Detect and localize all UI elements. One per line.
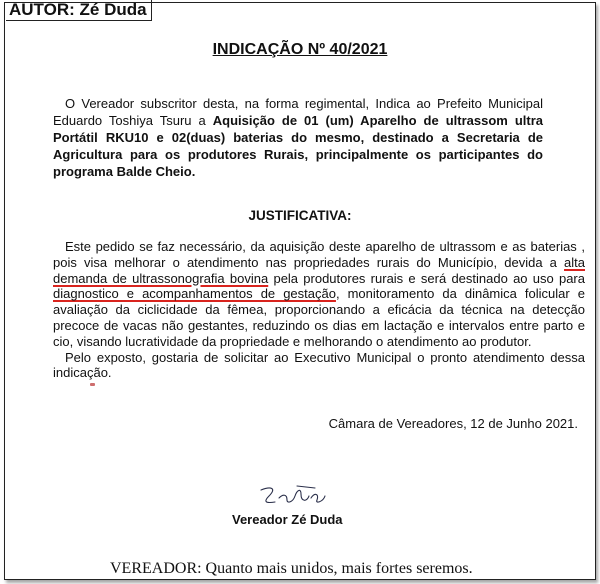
justificativa-paragraph-2: Pelo exposto, gostaria de solicitar ao Executivo Municipal o pronto atendimento dessa indicação. [53,349,585,381]
intro-plain-text: O Vereador subscritor desta, na forma regimental, Indica ao Prefeito Municipal Eduardo Toshiya Tsuru a [53,96,543,128]
highlighted-text-demand: alta demanda de ultrassonografia bovina [53,254,585,286]
paragraph-text: pela produtores rurais e será destinado ao uso para [268,270,585,286]
intro-bold-text: Aquisição de 01 (um) Aparelho de ultrassom ultra Portátil RKU10 e 02(duas) baterias do mesmo, destinado a Secretaria de Agricultura para os produtores Rurais, principalmente os participantes do programa Balde Cheio. [53,113,543,179]
justificativa-heading: JUSTIFICATIVA: [248,208,352,223]
footer-slogan: VEREADOR: Quanto mais unidos, mais fortes seremos. [110,560,473,577]
justificativa-paragraph-1 [53,239,585,350]
signer-name: Vereador Zé Duda [232,512,343,527]
paragraph-text: Este pedido se faz necessário, da aquisição deste aparelho de ultrassom e as baterias , pois visa melhorar o atendimento nas propriedades rurais do Município, devida a [53,239,585,270]
document-title: INDICAÇÃO Nº 40/2021 [212,41,388,58]
ink-mark [90,383,95,386]
author-label: AUTOR: Zé Duda [6,0,152,21]
highlighted-text-diagnostic: diagnostico e acompanhamentos de gestação [53,286,336,302]
justificativa-body [53,239,585,381]
paragraph-text: , monitoramento da dinâmica folicular e avaliação da ciclicidade da fêmea, proporcionando a eficácia da técnica na detecção precoce de vacas não gestantes, reduzindo os dias em lactação e intervalos entre parto e cio, visando lucratividade da propriedade e melhorando o atendimento ao produtor. [53,286,585,349]
intro-paragraph [53,95,543,180]
signature-scribble [257,482,357,508]
place-date: Câmara de Vereadores, 12 de Junho 2021. [328,416,578,431]
